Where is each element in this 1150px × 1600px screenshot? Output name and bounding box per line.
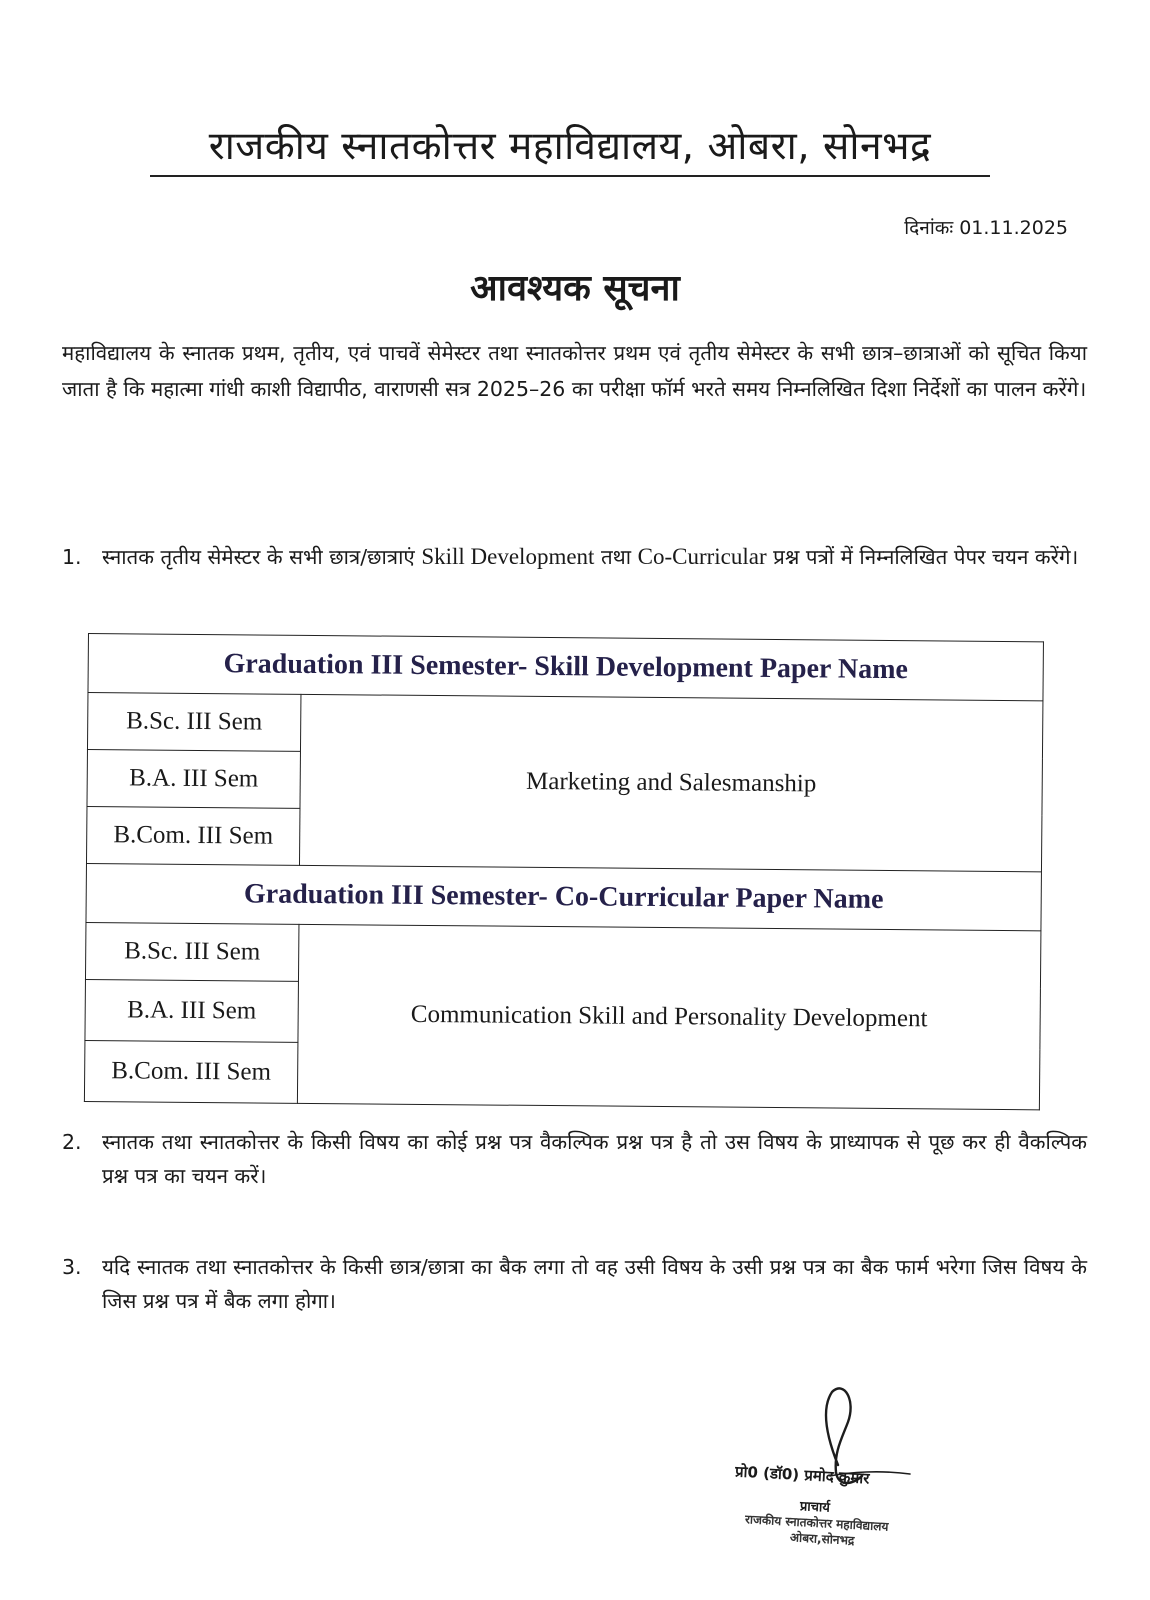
point-number: 1. bbox=[62, 545, 82, 569]
point-number: 3. bbox=[62, 1255, 82, 1279]
section-heading-row bbox=[86, 863, 1041, 930]
paper-name-cell: Marketing and Salesmanship bbox=[299, 694, 1042, 871]
point-text: स्नातक तथा स्नातकोत्तर के किसी विषय का कोई प्रश्न पत्र वैकल्पिक प्रश्न पत्र है तो उस विषय के प्राध्यापक से पूछ कर ही वैकल्पिक प्रश्न पत्र का चयन करें। bbox=[102, 1130, 1087, 1188]
intro-paragraph: महाविद्यालय के स्नातक प्रथम, तृतीय, एवं पाचवें सेमेस्टर तथा स्नातकोत्तर प्रथम एवं तृतीय सेमेस्टर के सभी छात्र–छात्राओं को सूचित किया जाता है कि महात्मा गांधी काशी विद्यापीठ, वाराणसी सत्र 2025–26 का परीक्षा फॉर्म भरते समय निम्नलिखित दिशा निर्देशों का पालन करेंगे। bbox=[62, 341, 1087, 401]
signatory-college: राजकीय स्नातकोत्तर महाविद्यालय bbox=[744, 1512, 889, 1534]
course-cell: B.Sc. III Sem bbox=[87, 693, 300, 752]
point-1 bbox=[62, 540, 1087, 574]
course-cell: B.A. III Sem bbox=[87, 749, 300, 808]
course-cell: B.Com. III Sem bbox=[84, 1040, 298, 1103]
signatory-place: ओबरा,सोनभद्र bbox=[789, 1530, 855, 1548]
point-text: प्रश्न पत्रों में निम्नलिखित पेपर चयन करेंगे। bbox=[773, 545, 1079, 569]
point-text-english: Co-Curricular bbox=[637, 544, 767, 569]
section-heading: Graduation III Semester- Co-Curricular Paper Name bbox=[86, 863, 1041, 930]
paper-name-cell: Communication Skill and Personality Development bbox=[297, 924, 1041, 1109]
signatory-name: प्रो0 (डॉ0) प्रमोद कुमार bbox=[734, 1462, 870, 1488]
table-row bbox=[85, 922, 1040, 987]
notice-heading: आवश्यक सूचना bbox=[470, 268, 680, 309]
point-number: 2. bbox=[62, 1130, 82, 1154]
paper-selection-table bbox=[84, 633, 1044, 1110]
point-2 bbox=[62, 1125, 1087, 1193]
section-heading-row bbox=[88, 634, 1043, 701]
point-3 bbox=[62, 1250, 1087, 1318]
college-title: राजकीय स्नातकोत्तर महाविद्यालय, ओबरा, सोनभद्र bbox=[150, 118, 990, 177]
point-text: यदि स्नातक तथा स्नातकोत्तर के किसी छात्र/छात्रा का बैक लगा तो वह उसी विषय के उसी प्रश्न पत्र का बैक फार्म भरेगा जिस विषय के जिस प्रश्न पत्र में बैक लगा होगा। bbox=[102, 1255, 1087, 1313]
point-text: स्नातक तृतीय सेमेस्टर के सभी छात्र/छात्राएं bbox=[102, 545, 415, 569]
course-cell: B.Sc. III Sem bbox=[85, 922, 298, 981]
signatory-role: प्राचार्य bbox=[799, 1499, 831, 1516]
point-text: तथा bbox=[600, 545, 632, 569]
table-row bbox=[87, 693, 1042, 758]
course-cell: B.A. III Sem bbox=[85, 979, 299, 1042]
course-cell: B.Com. III Sem bbox=[86, 806, 299, 865]
point-text-english: Skill Development bbox=[421, 544, 595, 569]
section-heading: Graduation III Semester- Skill Development Paper Name bbox=[88, 634, 1043, 701]
notice-date: दिनांकः 01.11.2025 bbox=[904, 217, 1068, 239]
